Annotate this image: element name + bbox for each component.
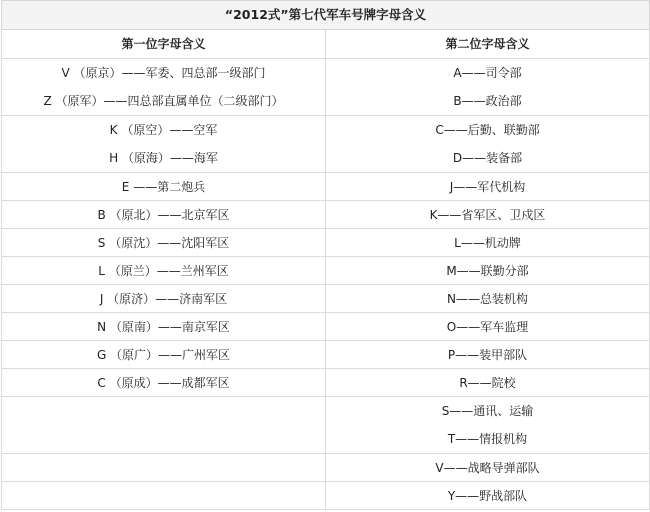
table-row: [2, 116, 650, 173]
table-row: [2, 285, 650, 313]
table-row: [2, 59, 650, 116]
second-letter-cell: V——战略导弹部队: [326, 454, 650, 482]
first-letter-cell: S （原沈）——沈阳军区: [2, 229, 326, 257]
second-letter-cell: O——军车监理: [326, 313, 650, 341]
table-header-row: [2, 30, 650, 59]
second-letter-cell: M——联勤分部: [326, 257, 650, 285]
first-letter-entry: K （原空）——空军: [109, 123, 218, 137]
first-letter-cell-empty: [2, 454, 326, 482]
header-second-letter: 第二位字母含义: [326, 30, 650, 59]
first-letter-cell: J （原济）——济南军区: [2, 285, 326, 313]
table-row: [2, 313, 650, 341]
first-letter-cell: G （原广）——广州军区: [2, 341, 326, 369]
first-letter-cell: B （原北）——北京军区: [2, 201, 326, 229]
second-letter-cell: N——总装机构: [326, 285, 650, 313]
first-letter-cell: E ——第二炮兵: [2, 173, 326, 201]
table-row: [2, 257, 650, 285]
second-letter-cell: [326, 116, 650, 173]
first-letter-cell-empty: [2, 397, 326, 454]
second-letter-cell: J——军代机构: [326, 173, 650, 201]
second-letter-cell: [326, 397, 650, 454]
second-letter-entry: D——装备部: [452, 151, 523, 165]
table-row: [2, 454, 650, 482]
second-letter-entry: B——政治部: [453, 94, 522, 108]
second-letter-entry: A——司令部: [453, 66, 522, 80]
table-row: [2, 201, 650, 229]
table-row: [2, 397, 650, 454]
first-letter-cell: [2, 116, 326, 173]
second-letter-cell: P——装甲部队: [326, 341, 650, 369]
table-row: [2, 482, 650, 510]
second-letter-cell: Y——野战部队: [326, 482, 650, 510]
second-letter-cell: [326, 59, 650, 116]
second-letter-entry: C——后勤、联勤部: [435, 123, 540, 137]
table-row: [2, 369, 650, 397]
second-letter-entry: S——通讯、运输: [441, 404, 534, 418]
second-letter-entry: T——情报机构: [447, 432, 528, 446]
second-letter-cell: R——院校: [326, 369, 650, 397]
table-row: [2, 229, 650, 257]
header-first-letter: 第一位字母含义: [2, 30, 326, 59]
first-letter-entry: V （原京）——军委、四总部一级部门: [61, 66, 266, 80]
second-letter-cell: L——机动牌: [326, 229, 650, 257]
second-letter-cell: K——省军区、卫戍区: [326, 201, 650, 229]
table-title-row: [2, 1, 650, 30]
table-row: [2, 173, 650, 201]
first-letter-entry: Z （原军）——四总部直属单位（二级部门）: [43, 94, 284, 108]
first-letter-cell: [2, 59, 326, 116]
first-letter-entry: H （原海）——海军: [109, 151, 218, 165]
first-letter-cell-empty: [2, 482, 326, 510]
first-letter-cell: N （原南）——南京军区: [2, 313, 326, 341]
license-plate-letter-table: [1, 0, 650, 510]
table-title: “2012式”第七代军车号牌字母含义: [2, 1, 650, 30]
table-row: [2, 341, 650, 369]
first-letter-cell: L （原兰）——兰州军区: [2, 257, 326, 285]
first-letter-cell: C （原成）——成都军区: [2, 369, 326, 397]
